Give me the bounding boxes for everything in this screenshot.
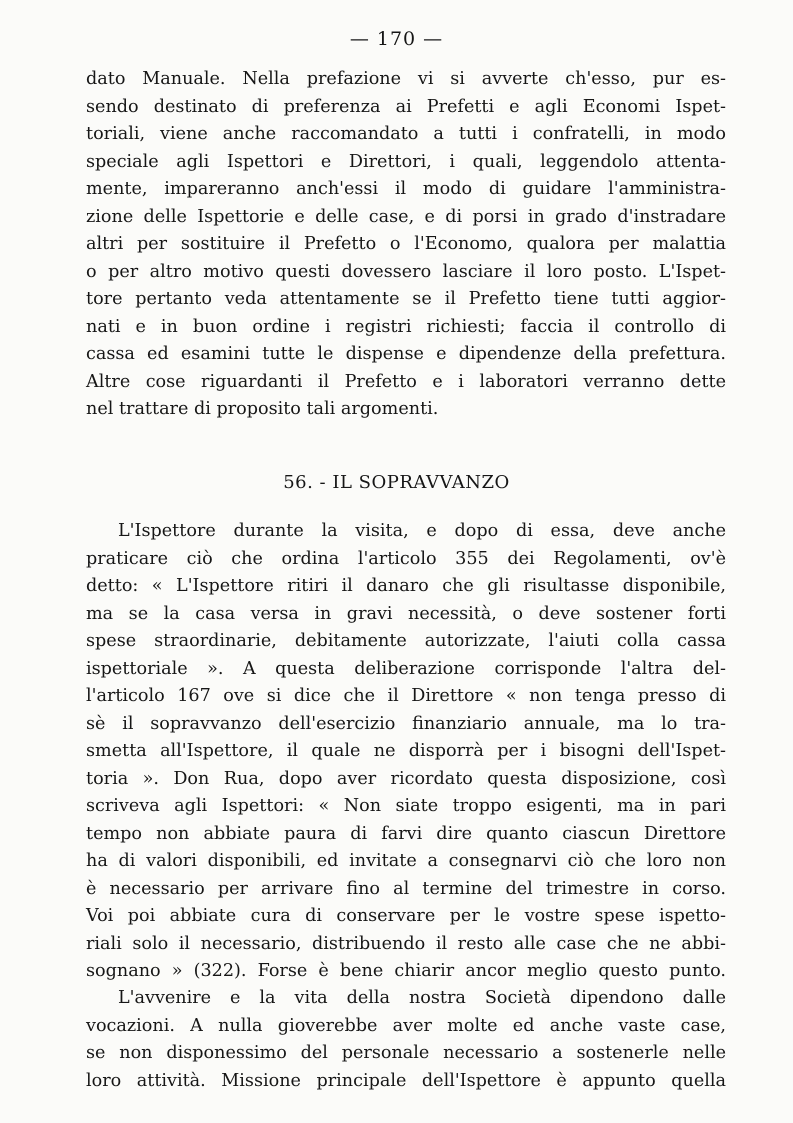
text-line: L'avvenire e la vita della nostra Società dipendono dalle [118,988,726,1008]
text-line: ispettoriale ». A questa deliberazione corrisponde l'altra del- [86,658,726,679]
text-line: smetta all'Ispettore, il quale ne disporrà per i bisogni dell'Ispet- [86,741,726,761]
text-line: nati e in buon ordine i registri richiesti; faccia il controllo di [86,316,726,337]
paragraph-3 [86,985,726,1095]
text-line: nel trattare di proposito tali argomenti. [86,399,439,419]
text-line: o per altro motivo questi dovessero lasciare il loro posto. L'Ispet- [86,261,726,282]
text-line: toriali, viene anche raccomandato a tutti i confratelli, in modo [86,124,726,144]
section-heading: 56. - IL SOPRAVVANZO [283,472,510,493]
text-line: sendo destinato di preferenza ai Prefetti e agli Economi Ispet- [86,96,726,117]
text-line: cassa ed esamini tutte le dispense e dipendenze della prefettura. [86,344,726,364]
text-line: altri per sostituire il Prefetto o l'Economo, qualora per malattia [86,234,726,254]
text-line: spese straordinarie, debitamente autorizzate, l'aiuti colla cassa [86,631,726,651]
text-line: riali solo il necessario, distribuendo il resto alle case che ne abbi- [86,933,726,954]
text-line: sè il sopravvanzo dell'esercizio finanziario annuale, ma lo tra- [86,713,726,734]
text-line: dato Manuale. Nella prefazione vi si avverte ch'esso, pur es- [86,69,726,89]
text-line: tempo non abbiate paura di farvi dire quanto ciascun Direttore [86,823,726,844]
text-line: sognano » (322). Forse è bene chiarir ancor meglio questo punto. [86,961,726,981]
text-line: toria ». Don Rua, dopo aver ricordato questa disposizione, così [86,768,726,789]
text-line: mente, impareranno anch'essi il modo di guidare l'amministra- [86,179,726,199]
paragraph-1 [86,66,726,424]
text-line: praticare ciò che ordina l'articolo 355 dei Regolamenti, ov'è [86,548,726,569]
text-line: detto: « L'Ispettore ritiri il danaro che gli risultasse disponibile, [86,576,726,596]
text-line: Altre cose riguardanti il Prefetto e i laboratori verranno dette [86,371,726,392]
paragraph-2 [86,518,726,986]
text-line: scriveva agli Ispettori: « Non siate troppo esigenti, ma in pari [86,796,726,816]
text-line: Voi poi abbiate cura di conservare per le vostre spese ispetto- [86,906,726,926]
text-line: zione delle Ispettorie e delle case, e di porsi in grado d'instradare [86,206,726,227]
text-line: loro attività. Missione principale dell'Ispettore è appunto quella [86,1070,726,1091]
text-line: è necessario per arrivare fino al termine del trimestre in corso. [86,878,726,899]
text-line: vocazioni. A nulla gioverebbe aver molte ed anche vaste case, [86,1015,726,1036]
text-line: l'articolo 167 ove si dice che il Direttore « non tenga presso di [86,686,726,706]
page-number: — 170 — [349,28,444,50]
text-line: speciale agli Ispettori e Direttori, i quali, leggendolo attenta- [86,151,726,172]
text-line: ma se la casa versa in gravi necessità, o deve sostener forti [86,603,726,624]
text-line: ha di valori disponibili, ed invitate a consegnarvi ciò che loro non [86,851,726,871]
text-line: tore pertanto veda attentamente se il Prefetto tiene tutti aggior- [86,289,726,309]
text-line: se non disponessimo del personale necessario a sostenerle nelle [86,1043,726,1063]
text-line: L'Ispettore durante la visita, e dopo di essa, deve anche [118,521,726,541]
